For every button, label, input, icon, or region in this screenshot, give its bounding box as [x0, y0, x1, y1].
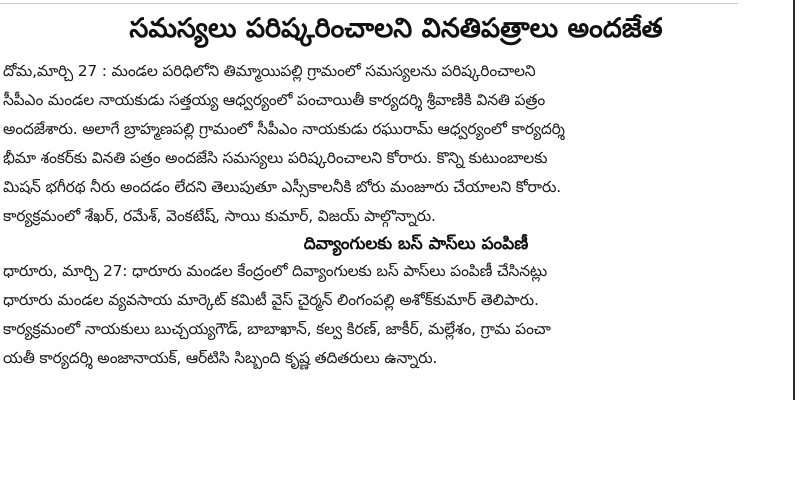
- story1-line: అందజేశారు. అలాగే బ్రాహ్మణపల్లి గ్రామంలో సీపీఎం నాయకుడు రఘురామ్ ఆధ్వర్యంలో కార్యదర్శి: [3, 120, 565, 138]
- story2-line: కార్యక్రమంలో నాయకులు బుచ్చయ్యగౌడ్, బాబాఖాన్, కల్వ కిరణ్, జాకీర్, మల్లేశం, గ్రామ పంచా: [3, 320, 551, 338]
- story-petitions: [3, 57, 789, 231]
- column-divider: [793, 0, 795, 400]
- headline: సమస్యలు పరిష్కరించాలని వినతిపత్రాలు అందజేత: [129, 13, 663, 44]
- story2-line: ధారూరు, మార్చి 27: ధారూరు మండల కేంద్రంలో దివ్యాంగులకు బస్ పాస్‌లు పంపిణీ చేసినట్లు: [3, 262, 548, 280]
- story-bus-passes: [3, 257, 789, 373]
- article-body: [3, 57, 789, 373]
- story1-line: మిషన్ భగీరథ నీరు అందడం లేదని తెలుపుతూ ఎస్సీకాలనీకి బోరు మంజూరు చేయాలని కోరారు.: [3, 178, 561, 196]
- story2-line: యతీ కార్యదర్శి అంజానాయక్, ఆర్‌టిసి సిబ్బంది కృష్ణ తదితరులు ఉన్నారు.: [3, 349, 438, 367]
- story1-line: భీమా శంకర్‌కు వినతి పత్రం అందజేసి సమస్యలు పరిష్కరించాలని కోరారు. కొన్ని కుటుంబాలకు: [3, 149, 548, 167]
- top-divider: [0, 3, 738, 4]
- story1-line: కార్యక్రమంలో శేఖర్, రమేశ్, వెంకటేష్, సాయి కుమార్, విజయ్ పాల్గొన్నారు.: [3, 207, 436, 225]
- story2-line: ధారూరు మండల వ్యవసాయ మార్కెట్ కమిటీ వైస్ చైర్మన్ లింగంపల్లి అశోక్‌కుమార్ తెలిపారు.: [3, 291, 539, 309]
- story1-line: దోమ,మార్చి 27 : మండల పరిధిలోని తిమ్మాయిపల్లి గ్రామంలో సమస్యలను పరిష్కరించాలని: [3, 62, 536, 80]
- story1-line: సీపీఎం మండల నాయకుడు సత్తయ్య ఆధ్వర్యంలో పంచాయితీ కార్యదర్శి శ్రీవాణికి వినతి పత్రం: [3, 91, 546, 109]
- subheadline: దివ్యాంగులకు బస్ పాస్‌లు పంపిణీ: [303, 234, 529, 254]
